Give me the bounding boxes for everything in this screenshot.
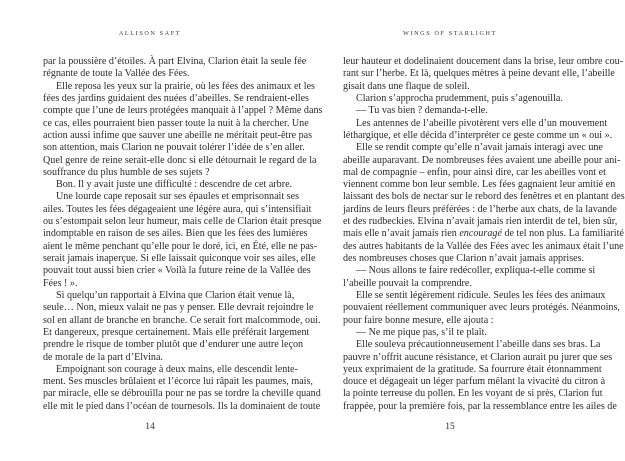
text-line bbox=[343, 117, 608, 130]
text-line bbox=[343, 216, 618, 228]
text-line bbox=[43, 339, 304, 351]
text-line bbox=[343, 81, 557, 93]
text-line bbox=[43, 228, 308, 240]
body-text bbox=[43, 56, 323, 413]
text-line bbox=[43, 154, 317, 167]
text-line bbox=[43, 388, 321, 400]
text-line bbox=[343, 228, 624, 240]
page-number: 14 bbox=[145, 422, 155, 432]
line-text: Elle souleva précautionneusement l’abeille dans ses bras. La bbox=[356, 339, 601, 351]
line-text: jardins de leurs fleurs préférées : de l’herbe aux chats, de la lavande bbox=[343, 203, 617, 215]
line-text: indomptable en raison de ses ailes. Bien que les fées des lumières bbox=[43, 228, 308, 240]
text-line bbox=[343, 240, 624, 253]
text-line bbox=[343, 289, 606, 302]
text-line bbox=[43, 167, 257, 179]
text-line bbox=[43, 92, 309, 105]
line-text: ou s’estompait selon leur humeur, mais celle de Clarion était presque bbox=[43, 216, 322, 228]
text-line bbox=[343, 253, 585, 265]
line-text: laissant des bols de nectar sur le rebord des fenêtres et en plantant des bbox=[343, 191, 625, 203]
line-text: elle mit le pied dans l’océan de tournesols. Ils la dominaient de toute bbox=[43, 400, 321, 412]
text-line bbox=[343, 327, 557, 339]
line-text: Une lourde cape reposait sur ses épaules et emprisonnait ses bbox=[56, 191, 300, 203]
line-text: Quel genre de reine serait-elle donc si elle détournait le regard de la bbox=[43, 154, 317, 166]
line-text: gisait dans une flaque de soleil. bbox=[343, 80, 470, 92]
text-line bbox=[43, 253, 316, 265]
line-text: frappée, pour la première fois, par la ressemblance entre les ailes de bbox=[343, 400, 617, 412]
right-page bbox=[300, 0, 625, 461]
line-text: de morale de la part d’Elvina. bbox=[43, 351, 163, 363]
text-line bbox=[343, 376, 606, 388]
line-text: seule… Non, mieux valait ne pas y penser. Elle devrait rejoindre le bbox=[43, 302, 314, 314]
line-text: sol en allant de branche en branche. Ce serait fort malcommode, oui. bbox=[43, 314, 321, 326]
text-line bbox=[43, 216, 322, 228]
text-line bbox=[343, 129, 613, 142]
line-text: mal de compagnie – enfin, pour ainsi dire, car les abeilles vont et bbox=[343, 166, 606, 178]
text-line bbox=[43, 326, 310, 339]
line-text: fées des jardins guidaient des nuées d’abeilles. Se rendraient-elles bbox=[43, 92, 309, 104]
text-line bbox=[43, 289, 295, 302]
text-line bbox=[43, 191, 300, 203]
line-text: pouvait tout aussi bien crier « Voilà la future reine de la Vallée des bbox=[43, 265, 311, 277]
text-line bbox=[43, 203, 312, 216]
italic-text: encouragé bbox=[459, 228, 502, 240]
text-line bbox=[43, 363, 298, 376]
text-line bbox=[343, 315, 557, 327]
text-line bbox=[43, 265, 311, 277]
text-line bbox=[43, 376, 313, 388]
text-line bbox=[43, 400, 321, 413]
text-line bbox=[43, 56, 307, 68]
line-text: mais elle n’avait jamais rien bbox=[343, 228, 460, 240]
line-text: yeux exprimaient de la gratitude. Sa fourrure était étonnamment bbox=[343, 363, 602, 375]
line-text: — Ne me pique pas, s’il te plaît. bbox=[356, 326, 487, 338]
text-line bbox=[43, 302, 314, 314]
text-line bbox=[343, 179, 616, 191]
line-text: de tel non plus. La familiarité bbox=[501, 228, 624, 240]
line-text: prendre le risque de tomber plutôt que d’endurer une autre leçon bbox=[43, 339, 304, 351]
line-text: Et dangereux, presque certainement. Mais elle préférait largement bbox=[43, 326, 310, 338]
text-line bbox=[43, 179, 293, 191]
text-line bbox=[43, 117, 309, 130]
text-line bbox=[343, 166, 606, 179]
text-line bbox=[343, 339, 601, 351]
page-number: 15 bbox=[445, 422, 455, 432]
text-line bbox=[343, 351, 613, 364]
line-text: Bon. Il y avait juste une difficulté : descendre de cet arbre. bbox=[56, 179, 293, 191]
line-text: Les antennes de l’abeille pivotèrent vers elle d’un mouvement bbox=[356, 117, 608, 129]
line-text: régnante de toute la Vallée des Fées. bbox=[43, 68, 190, 80]
line-text: léthargique, et elle décida d’interpréter ce geste comme un « oui ». bbox=[343, 129, 613, 141]
text-line bbox=[43, 105, 323, 117]
line-text: Empoignant son courage à deux mains, elle descendit lente- bbox=[56, 363, 298, 375]
line-text: des nombreuses choses que Clarion n’avait jamais apprises. bbox=[343, 253, 585, 264]
line-text: douce et dégageait un léger parfum mêlant la vivacité du citron à bbox=[343, 376, 606, 388]
line-text: et des rudbeckies. Elvina n’avait jamais rien interdit de tel, bien sûr, bbox=[343, 216, 618, 228]
line-text: Elle se sentit légèrement ridicule. Seules les fées des animaux bbox=[356, 289, 606, 301]
line-text: aient le même penchant qu’elle pour le doré, ici, en Été, elle ne pas- bbox=[43, 240, 318, 252]
line-text: l’abeille pouvait la comprendre. bbox=[343, 277, 472, 289]
text-line bbox=[343, 203, 617, 216]
running-head-title: WINGS OF STARLIGHT bbox=[403, 30, 497, 37]
line-text: la pointe terreuse du pollen. En les voyant de si près, Clarion fut bbox=[343, 388, 603, 400]
text-line bbox=[43, 68, 257, 80]
text-line bbox=[343, 105, 557, 117]
body-text bbox=[343, 56, 625, 413]
text-line bbox=[343, 302, 620, 314]
text-line bbox=[43, 240, 318, 253]
line-text: pour faire bonne mesure, elle ajouta : bbox=[343, 314, 494, 326]
line-text: Fées ! ». bbox=[43, 277, 78, 289]
text-line bbox=[343, 142, 603, 154]
line-text: rant sur l’herbe. Et là, quelques mètres à peine devant elle, l’abeille bbox=[343, 68, 615, 80]
line-text: — Tu vas bien ? demanda-t-elle. bbox=[356, 105, 488, 117]
line-text: action aussi infime que sauver une abeille ne méritait peut-être pas bbox=[43, 129, 313, 141]
line-text: par miracle, elle se débrouilla pour ne pas se tordre la cheville quand bbox=[43, 388, 321, 400]
line-text: ment. Ses muscles brûlaient et l’écorce lui râpait les paumes, mais, bbox=[43, 376, 313, 388]
text-line bbox=[43, 142, 305, 154]
text-line bbox=[343, 191, 625, 203]
line-text: Si quelqu’un rapportait à Elvina que Clarion était venue là, bbox=[56, 289, 295, 301]
line-text: Clarion s’approcha prudemment, puis s’agenouilla. bbox=[356, 92, 563, 104]
line-text: par la poussière d’étoiles. À part Elvina, Clarion était la seule fée bbox=[43, 56, 307, 67]
line-text: son attention, mais Clarion ne pouvait tolérer l’idée de s’en aller. bbox=[43, 142, 305, 154]
text-line bbox=[343, 56, 623, 68]
running-head-author: ALLISON SAFT bbox=[118, 30, 182, 37]
text-line bbox=[43, 314, 321, 327]
line-text: pouvaient réellement communiquer avec leurs protégés. Néanmoins, bbox=[343, 302, 620, 314]
line-text: — Nous allons te faire redécoller, expliqua-t-elle comme si bbox=[356, 265, 596, 277]
line-text: abeille auparavant. De nombreuses fées avaient une abeille pour ani- bbox=[343, 154, 621, 166]
line-text: ailes. Toutes les fées dégageaient une légère aura, qui s’intensifiait bbox=[43, 203, 312, 215]
line-text: Elle reposa les yeux sur la prairie, où les fées des animaux et les bbox=[56, 80, 315, 92]
text-line bbox=[343, 278, 557, 290]
line-text: compte que l’une de leurs protégées manquait à l’appel ? Même dans bbox=[43, 105, 323, 117]
line-text: des autres habitants de la Vallée des Fées avec les animaux était l’une bbox=[343, 240, 624, 252]
line-text: Elle se rendit compte qu’elle n’avait jamais interagi avec une bbox=[356, 142, 603, 154]
line-text: souffrance du plus humble de ses sujets ? bbox=[43, 166, 210, 178]
line-text: serait jamais inaperçue. Si elle laissait quiconque voir ses ailes, elle bbox=[43, 253, 316, 264]
line-text: ce cas, elles pourraient bien passer toute la nuit à la chercher. Une bbox=[43, 117, 309, 129]
text-line bbox=[343, 388, 603, 400]
line-text: pauvre n’offrit aucune résistance, et Clarion aurait pu jurer que ses bbox=[343, 351, 613, 363]
text-line bbox=[43, 278, 257, 290]
line-text: leur hauteur et dodelinaient doucement dans la brise, leur ombre cou- bbox=[343, 56, 623, 67]
text-line bbox=[43, 352, 257, 364]
text-line bbox=[43, 129, 313, 142]
text-line bbox=[343, 400, 617, 413]
text-line bbox=[43, 80, 315, 93]
text-line bbox=[343, 265, 596, 277]
text-line bbox=[343, 363, 602, 376]
text-line bbox=[343, 92, 563, 105]
text-line bbox=[343, 68, 615, 80]
text-line bbox=[343, 154, 621, 167]
line-text: viennent comme bon leur semble. Les fées gagnaient leur amitié en bbox=[343, 179, 616, 191]
